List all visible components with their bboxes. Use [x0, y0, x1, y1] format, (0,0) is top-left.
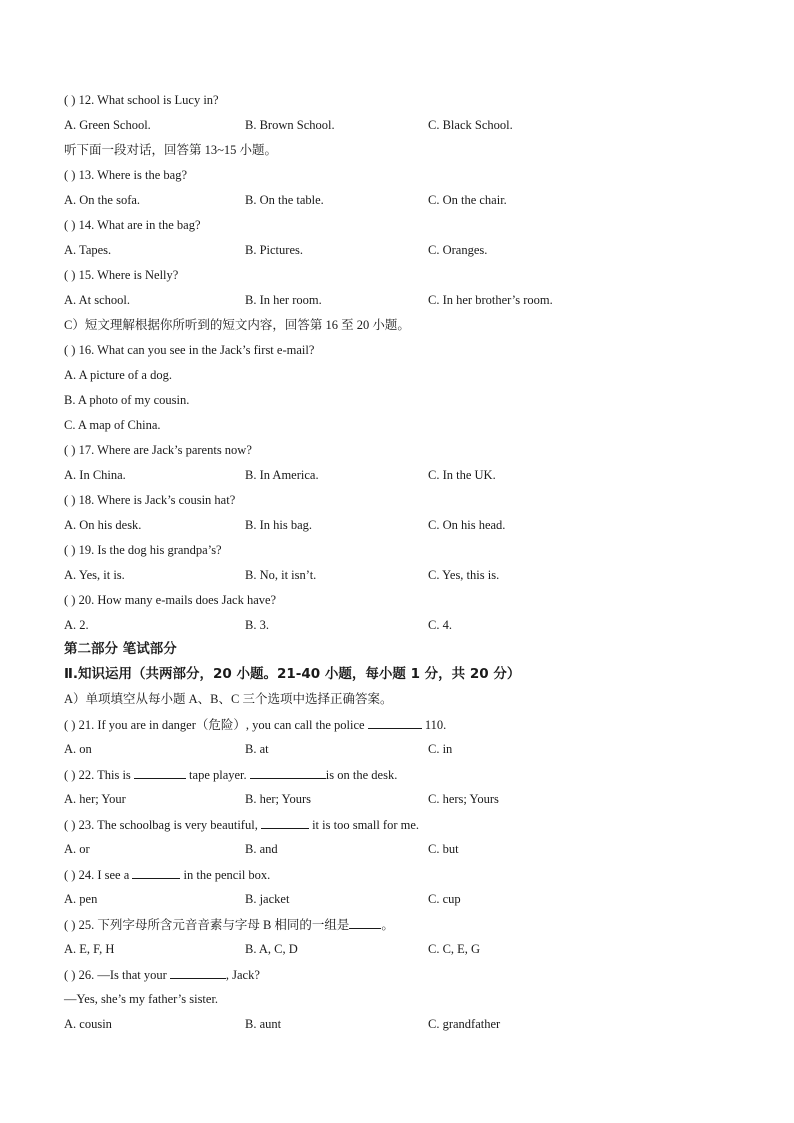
answer-blank	[349, 915, 381, 929]
option-b: B. In America.	[245, 468, 319, 482]
answer-blank	[170, 965, 226, 979]
section-c-instruction: C）短文理解根据你所听到的短文内容，回答第 16 至 20 小题。	[64, 318, 410, 332]
option-b: B. In his bag.	[245, 518, 313, 532]
section-a-instruction: A）单项填空从每小题 A、B、C 三个选项中选择正确答案。	[64, 692, 393, 706]
question-21: ( ) 21. If you are in danger（危险）, you can call the police 110.	[64, 715, 446, 733]
question-15: ( ) 15. Where is Nelly?	[64, 268, 179, 282]
answer-blank	[250, 765, 326, 779]
option-b: B. A, C, D	[245, 942, 298, 956]
question-24: ( ) 24. I see a in the pencil box.	[64, 865, 270, 883]
option-c: C. In the UK.	[428, 468, 496, 482]
option-a: A. Green School.	[64, 118, 151, 132]
option-b: B. Pictures.	[245, 243, 303, 257]
option-a: A. pen	[64, 892, 98, 906]
question-20: ( ) 20. How many e-mails does Jack have?	[64, 593, 277, 607]
option-c: C. but	[428, 842, 459, 856]
option-16-b: B. A photo of my cousin.	[64, 393, 190, 407]
dialog-reply-26: —Yes, she’s my father’s sister.	[64, 992, 219, 1006]
option-a: A. 2.	[64, 618, 89, 632]
option-c: C. Oranges.	[428, 243, 488, 257]
question-13: ( ) 13. Where is the bag?	[64, 168, 187, 182]
question-16: ( ) 16. What can you see in the Jack’s first e-mail?	[64, 343, 315, 357]
question-18: ( ) 18. Where is Jack’s cousin hat?	[64, 493, 236, 507]
option-a: A. In China.	[64, 468, 126, 482]
option-b: B. jacket	[245, 892, 290, 906]
option-a: A. E, F, H	[64, 942, 115, 956]
part-2-title: 第二部分 笔试部分	[64, 641, 177, 657]
answer-blank	[261, 815, 309, 829]
option-c: C. On his head.	[428, 518, 506, 532]
option-a: A. On the sofa.	[64, 193, 141, 207]
answer-blank	[134, 765, 186, 779]
instruction-13-15: 听下面一段对话，回答第 13~15 小题。	[64, 143, 278, 157]
option-b: B. 3.	[245, 618, 269, 632]
option-c: C. Black School.	[428, 118, 513, 132]
option-b: B. Brown School.	[245, 118, 335, 132]
option-a: A. Tapes.	[64, 243, 112, 257]
option-b: B. at	[245, 742, 269, 756]
question-14: ( ) 14. What are in the bag?	[64, 218, 201, 232]
option-a: A. her; Your	[64, 792, 126, 806]
question-19: ( ) 19. Is the dog his grandpa’s?	[64, 543, 222, 557]
question-23: ( ) 23. The schoolbag is very beautiful, it is too small for me.	[64, 815, 419, 833]
question-17: ( ) 17. Where are Jack’s parents now?	[64, 443, 252, 457]
option-c: C. On the chair.	[428, 193, 507, 207]
option-a: A. At school.	[64, 293, 130, 307]
question-25: ( ) 25. 下列字母所含元音音素与字母 B 相同的一组是 。	[64, 915, 394, 933]
section-2-title: Ⅱ.知识运用（共两部分，20 小题。21-40 小题，每小题 1 分，共 20 分）	[64, 666, 521, 682]
option-a: A. cousin	[64, 1017, 112, 1031]
option-16-a: A. A picture of a dog.	[64, 368, 172, 382]
option-c: C. cup	[428, 892, 461, 906]
option-b: B. No, it isn’t.	[245, 568, 317, 582]
option-c: C. Yes, this is.	[428, 568, 500, 582]
option-b: B. On the table.	[245, 193, 324, 207]
question-12: ( ) 12. What school is Lucy in?	[64, 93, 219, 107]
option-b: B. In her room.	[245, 293, 322, 307]
option-c: C. C, E, G	[428, 942, 481, 956]
answer-blank	[368, 715, 422, 729]
option-c: C. In her brother’s room.	[428, 293, 553, 307]
option-16-c: C. A map of China.	[64, 418, 161, 432]
option-c: C. hers; Yours	[428, 792, 499, 806]
option-a: A. Yes, it is.	[64, 568, 125, 582]
question-22: ( ) 22. This is tape player. is on the desk.	[64, 765, 397, 783]
option-c: C. 4.	[428, 618, 452, 632]
question-26: ( ) 26. —Is that your , Jack?	[64, 965, 260, 983]
option-c: C. in	[428, 742, 453, 756]
answer-blank	[132, 865, 180, 879]
option-a: A. On his desk.	[64, 518, 142, 532]
option-c: C. grandfather	[428, 1017, 501, 1031]
option-b: B. aunt	[245, 1017, 282, 1031]
option-b: B. and	[245, 842, 278, 856]
option-a: A. or	[64, 842, 90, 856]
option-a: A. on	[64, 742, 92, 756]
option-b: B. her; Yours	[245, 792, 311, 806]
